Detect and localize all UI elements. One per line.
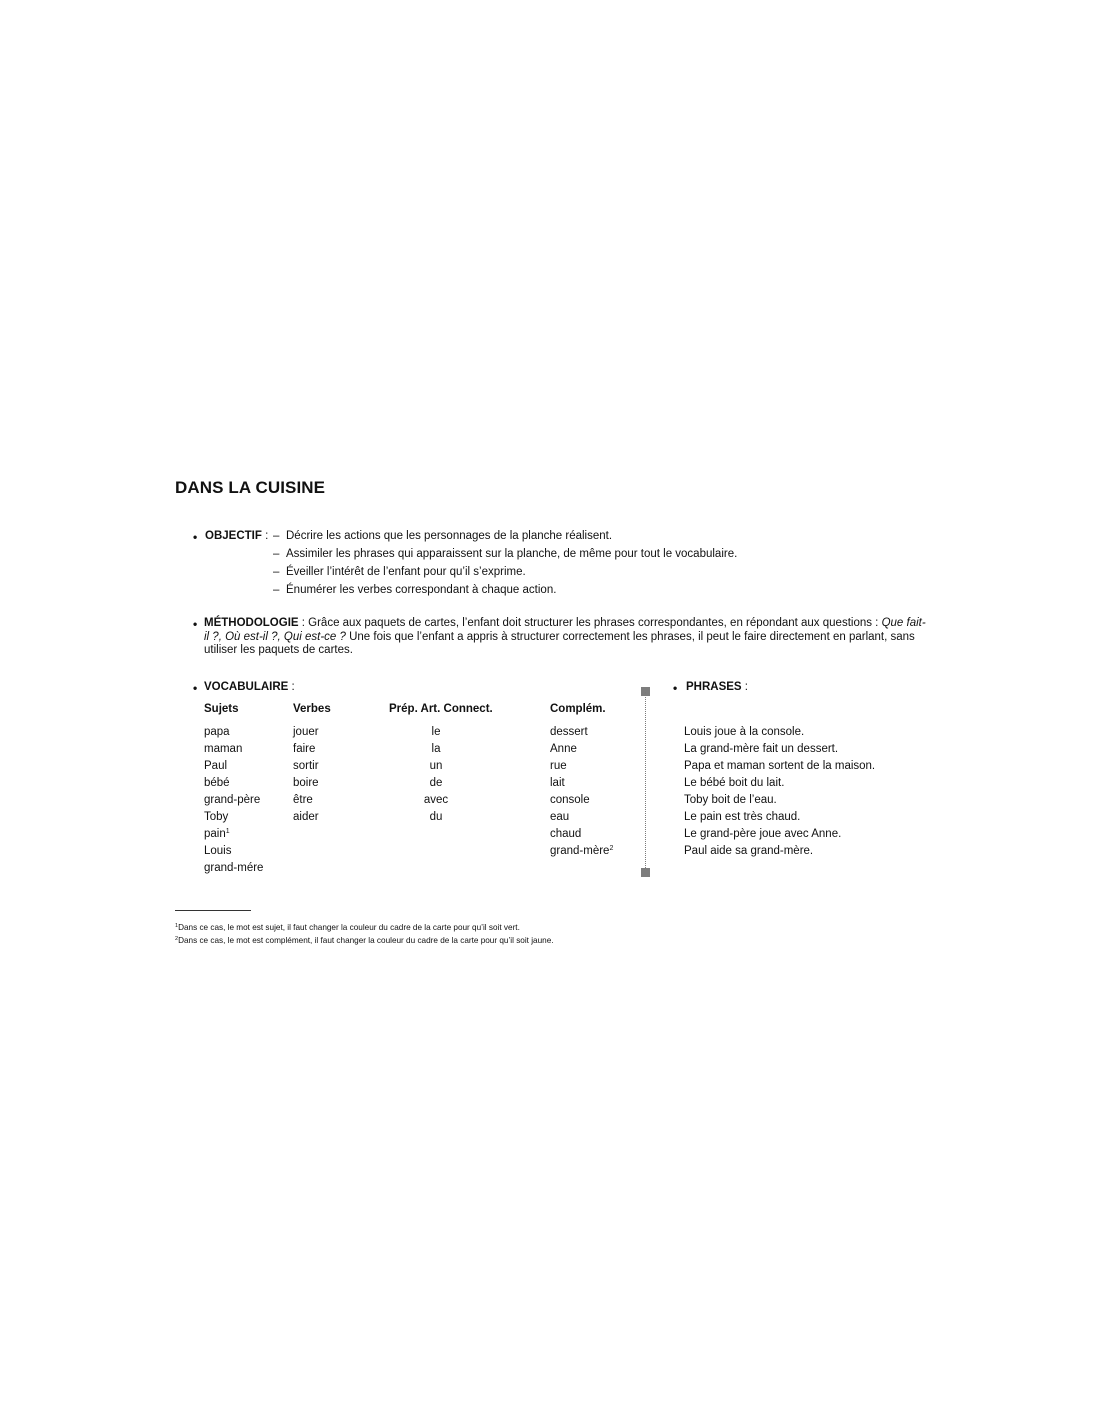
sujet-cell-text: Louis — [204, 845, 232, 857]
prep-cell — [396, 777, 476, 789]
footnote-mark: 1 — [175, 923, 179, 929]
sujet-cell — [204, 760, 227, 772]
footnote-reference: 1 — [225, 828, 230, 835]
sujet-cell-text: bébé — [204, 777, 230, 789]
prep-cell-text: la — [431, 743, 441, 755]
verbe-cell — [293, 777, 319, 789]
sujet-cell — [204, 845, 232, 857]
phrase-item: La grand-mère fait un dessert. — [684, 743, 839, 755]
objectif-heading — [205, 530, 268, 542]
footnote-reference: 2 — [609, 845, 614, 852]
prep-cell — [396, 760, 476, 772]
complem-cell-text: chaud — [550, 828, 582, 840]
dash-marker: – — [273, 530, 280, 542]
objectif-item — [273, 584, 556, 596]
sujet-cell — [204, 828, 230, 840]
complem-cell-text: console — [550, 794, 590, 806]
vocabulaire-separator: : — [288, 681, 295, 693]
prep-cell-text: du — [429, 811, 443, 823]
phrases-separator: : — [741, 681, 748, 693]
complem-cell — [550, 794, 590, 806]
dash-marker: – — [273, 566, 280, 578]
separator-square-bottom — [641, 868, 650, 877]
prep-cell — [396, 726, 476, 738]
methodologie-paragraph — [204, 617, 930, 658]
phrase-item: Louis joue à la console. — [684, 726, 805, 738]
vocabulaire-label: VOCABULAIRE — [204, 681, 289, 693]
sujet-cell-text: pain — [204, 828, 226, 840]
sujet-cell — [204, 862, 263, 874]
footnote-rule — [175, 910, 251, 911]
footnote-text: Dans ce cas, le mot est complément, il faut changer la couleur du cadre de la carte pour qu’il soit jaune. — [178, 936, 554, 945]
phrase-item: Papa et maman sortent de la maison. — [684, 760, 876, 772]
dash-marker: – — [273, 548, 280, 560]
vocabulaire-heading — [204, 681, 295, 693]
phrase-item: Le grand-père joue avec Anne. — [684, 828, 842, 840]
objectif-item — [273, 530, 612, 542]
footnote-text: Dans ce cas, le mot est sujet, il faut changer la couleur du cadre de la carte pour qu’il soit vert. — [178, 923, 520, 932]
sujet-cell-text: grand-mére — [204, 862, 264, 874]
verbe-cell — [293, 743, 315, 755]
verbe-cell-text: jouer — [293, 726, 319, 738]
complem-cell-text: eau — [550, 811, 570, 823]
separator-dotted-line — [645, 692, 646, 872]
phrases-bullet: • — [673, 681, 678, 695]
complem-cell — [550, 777, 565, 789]
methodologie-text-after: Une fois que l’enfant a appris à structurer correctement les phrases, il peut le faire directement en parlant, sans utiliser les paquets de cartes. — [204, 630, 915, 656]
page-title: DANS LA CUISINE — [175, 478, 326, 497]
sujet-cell — [204, 811, 228, 823]
complem-cell — [550, 760, 567, 772]
phrase-item: Toby boit de l’eau. — [684, 794, 777, 806]
prep-cell — [396, 794, 476, 806]
complem-cell — [550, 828, 581, 840]
sujet-cell-text: Paul — [204, 760, 228, 772]
verbe-cell-text: aider — [293, 811, 319, 823]
complem-cell — [550, 811, 569, 823]
sujet-cell — [204, 777, 230, 789]
verbe-cell — [293, 811, 319, 823]
verbe-cell — [293, 760, 319, 772]
sujet-cell-text: Toby — [204, 811, 229, 823]
column-header-complem: Complém. — [550, 703, 606, 715]
objectif-item-text: Éveiller l’intérêt de l’enfant pour qu’il s’exprime. — [286, 566, 526, 578]
complem-cell-text: dessert — [550, 726, 588, 738]
verbe-cell-text: être — [293, 794, 313, 806]
sujet-cell-text: maman — [204, 743, 243, 755]
phrase-item: Paul aide sa grand-mère. — [684, 845, 814, 857]
objectif-item-text: Décrire les actions que les personnages de la planche réalisent. — [286, 530, 613, 542]
objectif-bullet: • — [193, 530, 198, 544]
phrase-item: Le pain est très chaud. — [684, 811, 801, 823]
methodologie-text-before: : Grâce aux paquets de cartes, l’enfant doit structurer les phrases correspondantes, en répondant aux questions : — [298, 617, 882, 629]
verbe-cell-text: faire — [293, 743, 316, 755]
verbe-cell-text: boire — [293, 777, 319, 789]
phrases-label: PHRASES — [686, 681, 742, 693]
footnote-mark: 2 — [175, 936, 179, 942]
sujet-cell-text: papa — [204, 726, 230, 738]
complem-cell — [550, 743, 577, 755]
complem-cell-text: rue — [550, 760, 567, 772]
objectif-item-text: Assimiler les phrases qui apparaissent sur la planche, de même pour tout le vocabulaire. — [286, 548, 738, 560]
column-header-prep: Prép. Art. Connect. — [389, 703, 493, 715]
complem-cell-text: grand-mère — [550, 845, 610, 857]
methodologie-questions: Que fait-il ?, Où est-il ?, Qui est-ce ? — [204, 617, 926, 643]
sujet-cell — [204, 743, 242, 755]
objectif-separator: : — [261, 530, 269, 542]
sujet-cell — [204, 794, 260, 806]
sujet-cell — [204, 726, 230, 738]
complem-cell — [550, 845, 613, 857]
verbe-cell — [293, 726, 319, 738]
complem-cell-text: lait — [550, 777, 565, 789]
dash-marker: – — [273, 584, 280, 596]
objectif-item-text: Énumérer les verbes correspondant à chaque action. — [286, 584, 557, 596]
sujet-cell-text: grand-père — [204, 794, 261, 806]
phrase-item: Le bébé boit du lait. — [684, 777, 785, 789]
prep-cell-text: avec — [423, 794, 449, 806]
prep-cell-text: le — [431, 726, 441, 738]
objectif-item — [273, 548, 737, 560]
complem-cell-text: Anne — [550, 743, 577, 755]
column-header-sujets: Sujets — [204, 703, 239, 715]
prep-cell — [396, 811, 476, 823]
complem-cell — [550, 726, 588, 738]
phrases-heading — [686, 681, 748, 693]
footnote-1 — [175, 923, 520, 932]
verbe-cell — [293, 794, 313, 806]
methodologie-label: MÉTHODOLOGIE — [204, 617, 299, 629]
objectif-item — [273, 566, 526, 578]
prep-cell-text: un — [429, 760, 443, 772]
column-header-verbes: Verbes — [293, 703, 331, 715]
verbe-cell-text: sortir — [293, 760, 319, 772]
vocabulaire-bullet: • — [193, 681, 198, 695]
prep-cell-text: de — [429, 777, 443, 789]
methodologie-bullet: • — [193, 617, 198, 631]
prep-cell — [396, 743, 476, 755]
footnote-2 — [175, 936, 554, 945]
objectif-label: OBJECTIF — [205, 530, 262, 542]
